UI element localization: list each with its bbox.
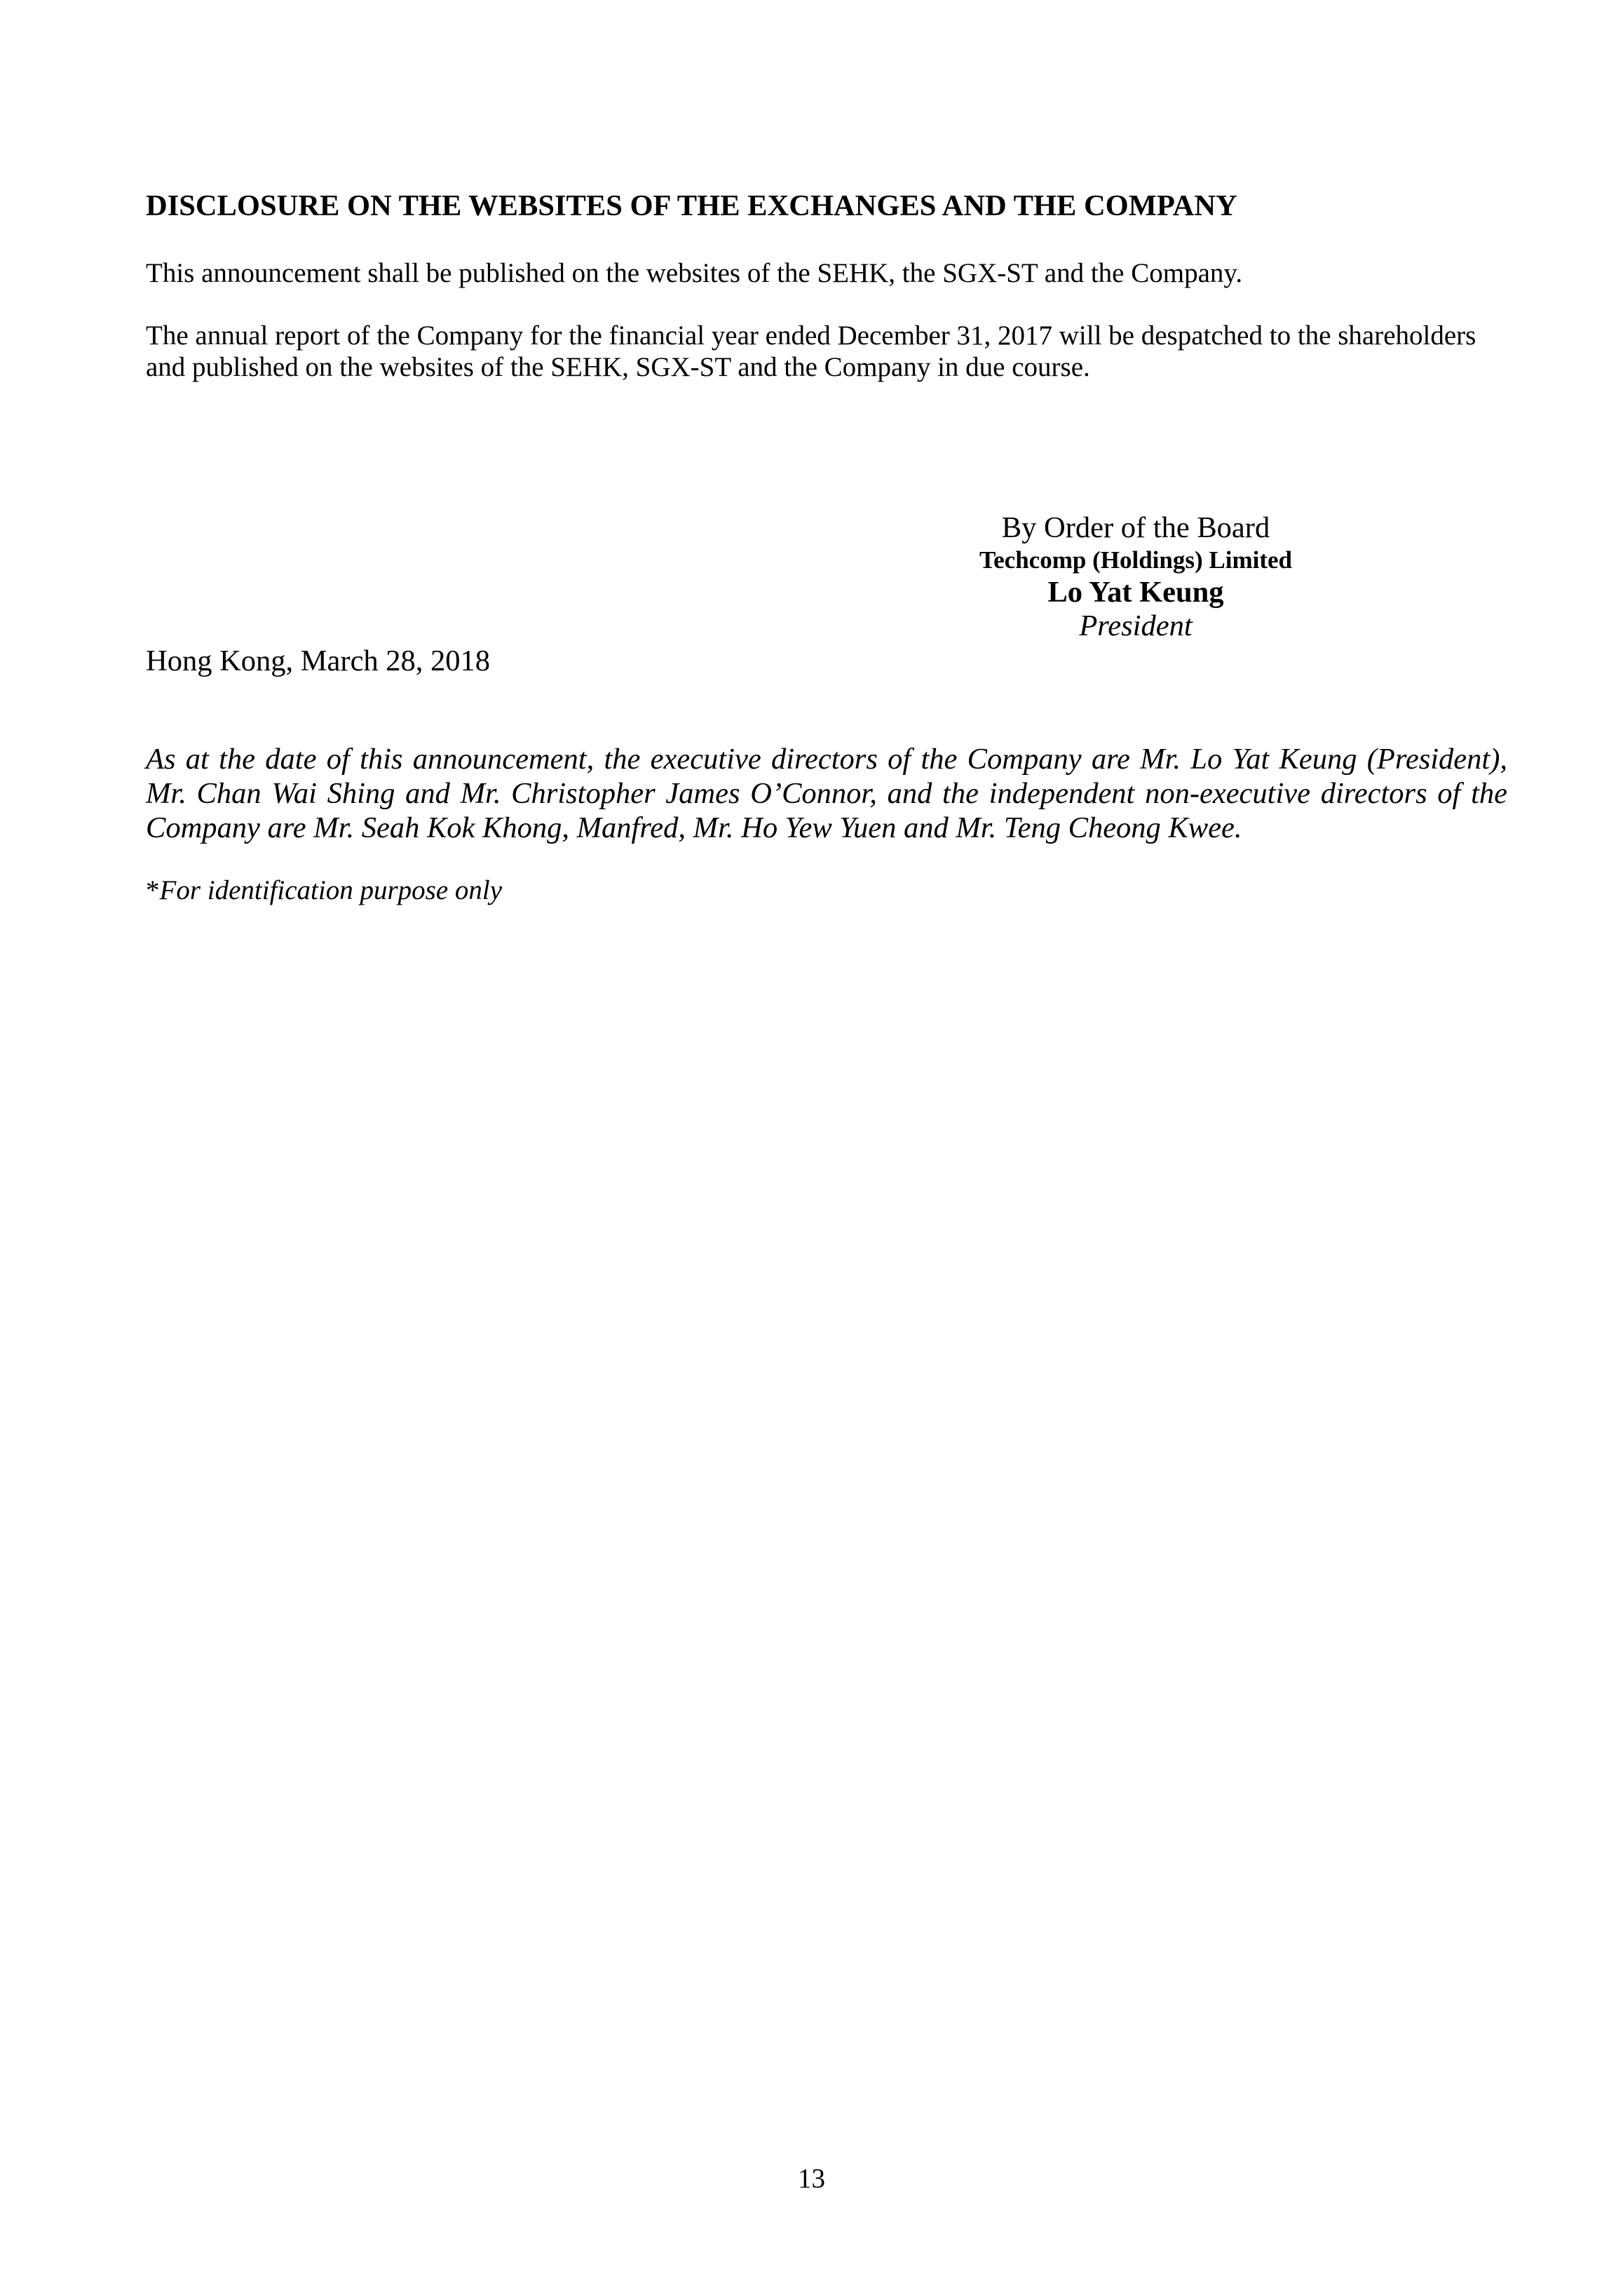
directors-statement-line: As at the date of this announcement, the executive directors of the Company are Mr. Lo Yat Keung (President), — [146, 743, 1507, 776]
footnote — [146, 874, 502, 907]
signatory-name: Lo Yat Keung — [1047, 576, 1224, 609]
annual-report-notice-line: and published on the websites of the SEHK, SGX-ST and the Company in due course. — [146, 352, 1090, 382]
place-and-date: Hong Kong, March 28, 2018 — [146, 644, 491, 677]
signature-company-name: Techcomp (Holdings) Limited — [979, 546, 1292, 574]
signatory-title: President — [1079, 609, 1193, 642]
directors-statement-line: Company are Mr. Seah Kok Khong, Manfred, Mr. Ho Yew Yuen and Mr. Teng Cheong Kwee. — [146, 811, 1242, 844]
annual-report-notice-line: The annual report of the Company for the financial year ended December 31, 2017 will be despatched to the shareholders — [146, 320, 1476, 351]
directors-statement — [146, 742, 1507, 845]
page-number: 13 — [798, 2163, 825, 2194]
footnote-text: For identification purpose only — [159, 875, 503, 905]
footnote-marker: * — [146, 875, 160, 905]
directors-statement-line: Mr. Chan Wai Shing and Mr. Christopher James O’Connor, and the independent non-executive directors of the — [146, 777, 1507, 810]
signature-by-order: By Order of the Board — [1001, 511, 1270, 544]
publication-notice: This announcement shall be published on the websites of the SEHK, the SGX-ST and the Company. — [146, 258, 1243, 288]
section-heading: DISCLOSURE ON THE WEBSITES OF THE EXCHANGES AND THE COMPANY — [146, 189, 1237, 222]
annual-report-notice — [146, 320, 1476, 383]
